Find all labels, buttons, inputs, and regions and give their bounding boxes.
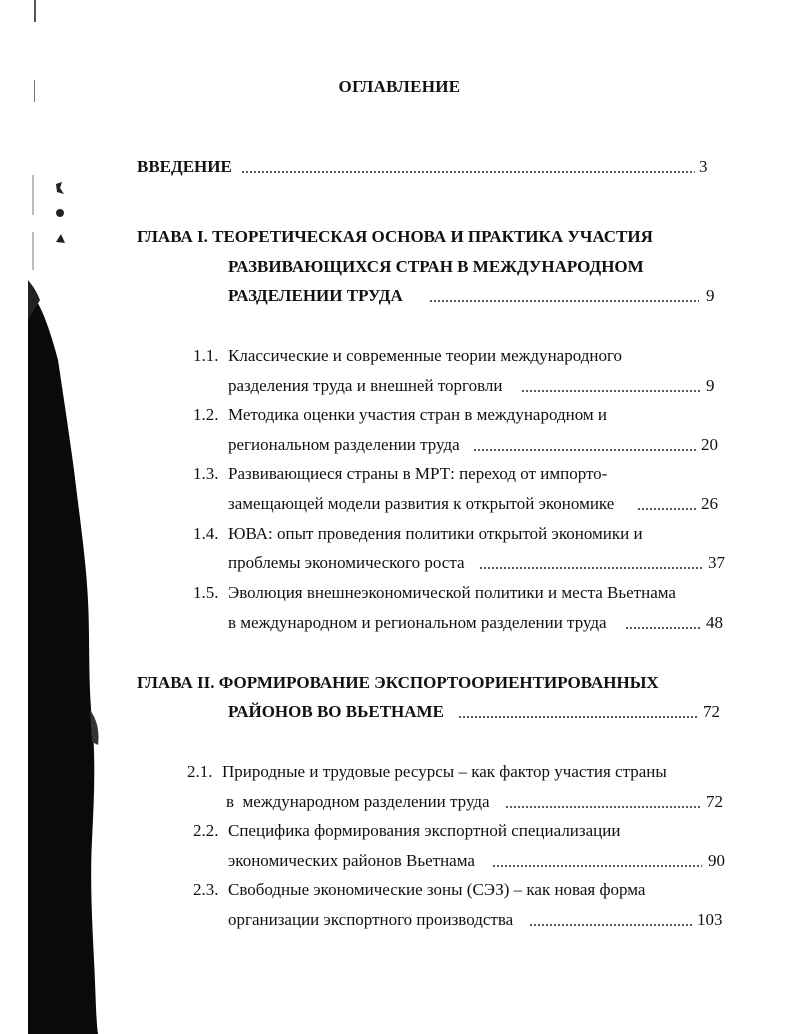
leader-dots	[241, 171, 695, 173]
leader-dots	[505, 806, 700, 808]
chapter1-page: 9	[706, 286, 715, 305]
section-title-line2: разделения труда и внешней торговли	[228, 376, 503, 395]
section-number: 2.3.	[193, 880, 219, 899]
chapter2-page: 72	[703, 702, 720, 721]
section-number: 2.2.	[193, 821, 219, 840]
section-page: 90	[708, 851, 725, 870]
section-number: 1.3.	[193, 464, 219, 483]
intro-label: ВВЕДЕНИЕ	[137, 157, 232, 176]
section-title-line2: региональном разделении труда	[228, 435, 460, 454]
leader-dots	[625, 627, 701, 629]
leader-dots	[479, 567, 703, 569]
leader-dots	[429, 300, 699, 302]
section-title-line2: проблемы экономического роста	[228, 553, 465, 572]
section-number: 1.4.	[193, 524, 219, 543]
section-title-line1: Свободные экономические зоны (СЭЗ) – как новая форма	[228, 880, 646, 899]
section-number: 2.1.	[187, 762, 213, 781]
section-page: 37	[708, 553, 725, 572]
section-page: 72	[706, 792, 723, 811]
intro-page: 3	[699, 157, 708, 176]
section-title-line1: Эволюция внешнеэкономической политики и места Вьетнама	[228, 583, 676, 602]
chapter2-heading-line2: РАЙОНОВ ВО ВЬЕТНАМЕ	[228, 702, 444, 721]
section-number: 1.1.	[193, 346, 219, 365]
chapter1-heading-line2: РАЗВИВАЮЩИХСЯ СТРАН В МЕЖДУНАРОДНОМ	[228, 257, 644, 276]
section-title-line2: в международном разделении труда	[226, 792, 490, 811]
leader-dots	[473, 449, 697, 451]
section-title-line1: Специфика формирования экспортной специализации	[228, 821, 621, 840]
section-page: 20	[701, 435, 718, 454]
section-title-line2: организации экспортного производства	[228, 910, 514, 929]
leader-dots	[458, 716, 698, 718]
leader-dots	[637, 508, 697, 510]
section-page: 9	[706, 376, 715, 395]
section-title-line1: Классические и современные теории международного	[228, 346, 623, 365]
leader-dots	[529, 924, 693, 926]
section-title-line2: в международном и региональном разделении труда	[228, 613, 607, 632]
section-title-line2: экономических районов Вьетнама	[228, 851, 475, 870]
section-title-line2: замещающей модели развития к открытой экономике	[228, 494, 615, 513]
page-title: ОГЛАВЛЕНИЕ	[338, 77, 461, 96]
chapter2-heading-line1: ГЛАВА II. ФОРМИРОВАНИЕ ЭКСПОРТООРИЕНТИРОВАННЫХ	[137, 673, 659, 692]
section-number: 1.5.	[193, 583, 219, 602]
leader-dots	[492, 865, 702, 867]
leader-dots	[521, 390, 701, 392]
scan-speck-marks	[52, 180, 70, 250]
chapter1-heading-line1: ГЛАВА I. ТЕОРЕТИЧЕСКАЯ ОСНОВА И ПРАКТИКА УЧАСТИЯ	[137, 227, 653, 246]
section-page: 48	[706, 613, 723, 632]
section-title-line1: Природные и трудовые ресурсы – как фактор участия страны	[222, 762, 667, 781]
scan-shadow-left	[0, 0, 110, 1034]
section-page: 26	[701, 494, 718, 513]
section-number: 1.2.	[193, 405, 219, 424]
section-title-line1: Развивающиеся страны в МРТ: переход от импорто-	[228, 464, 608, 483]
section-title-line1: Методика оценки участия стран в международном и	[228, 405, 608, 424]
section-page: 103	[697, 910, 723, 929]
section-title-line1: ЮВА: опыт проведения политики открытой экономики и	[228, 524, 643, 543]
chapter1-heading-line3: РАЗДЕЛЕНИИ ТРУДА	[228, 286, 403, 305]
